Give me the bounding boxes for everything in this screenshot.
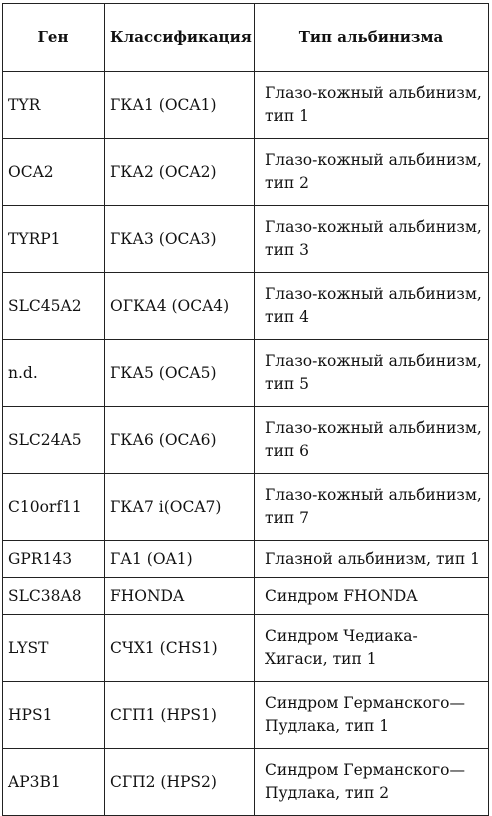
classification-cell: ГКА2 (OCA2) xyxy=(105,139,255,206)
type-line-2: Хигаси, тип 1 xyxy=(265,650,377,668)
albinism-type-cell xyxy=(255,72,489,139)
classification-cell: ГКА7 i(OCA7) xyxy=(105,474,255,541)
gene-cell: GPR143 xyxy=(3,541,105,578)
type-line-2: тип 2 xyxy=(265,174,310,192)
type-line-1: Глазо-кожный альбинизм, xyxy=(265,486,482,504)
type-line-2: Пудлака, тип 2 xyxy=(265,784,390,802)
type-line-1: Глазо-кожный альбинизм, xyxy=(265,419,482,437)
table-row xyxy=(3,273,489,340)
gene-cell: C10orf11 xyxy=(3,474,105,541)
type-line-1: Глазо-кожный альбинизм, xyxy=(265,84,482,102)
gene-cell: TYRP1 xyxy=(3,206,105,273)
gene-cell: AP3B1 xyxy=(3,749,105,816)
classification-cell: СГП1 (HPS1) xyxy=(105,682,255,749)
classification-cell: ОГКА4 (OCA4) xyxy=(105,273,255,340)
albinism-type-cell xyxy=(255,340,489,407)
albinism-table xyxy=(2,3,489,816)
albinism-type-cell xyxy=(255,682,489,749)
type-line-2: тип 4 xyxy=(265,308,310,326)
gene-cell: SLC38A8 xyxy=(3,578,105,615)
table-row xyxy=(3,72,489,139)
table-header-row xyxy=(3,4,489,72)
type-line-1: Синдром Германского— xyxy=(265,694,465,712)
type-line-1: Синдром Чедиака- xyxy=(265,627,418,645)
header-gene: Ген xyxy=(3,4,105,72)
table-row xyxy=(3,474,489,541)
table-row xyxy=(3,407,489,474)
type-line-2: тип 7 xyxy=(265,509,310,527)
albinism-type-cell xyxy=(255,206,489,273)
albinism-type-cell xyxy=(255,615,489,682)
gene-cell: HPS1 xyxy=(3,682,105,749)
albinism-type-cell xyxy=(255,407,489,474)
type-line-1: Глазо-кожный альбинизм, xyxy=(265,352,482,370)
table-row xyxy=(3,578,489,615)
classification-cell: ГКА3 (OCA3) xyxy=(105,206,255,273)
gene-cell: TYR xyxy=(3,72,105,139)
table-row xyxy=(3,340,489,407)
gene-cell: OCA2 xyxy=(3,139,105,206)
albinism-type-cell xyxy=(255,139,489,206)
table-row xyxy=(3,541,489,578)
albinism-type-cell: Синдром FHONDA xyxy=(255,578,489,615)
classification-cell: ГКА5 (OCA5) xyxy=(105,340,255,407)
type-line-1: Синдром Германского— xyxy=(265,761,465,779)
table-row xyxy=(3,206,489,273)
type-line-1: Глазо-кожный альбинизм, xyxy=(265,285,482,303)
classification-cell: СГП2 (HPS2) xyxy=(105,749,255,816)
classification-cell: ГКА1 (OCA1) xyxy=(105,72,255,139)
albinism-type-cell xyxy=(255,273,489,340)
table-row xyxy=(3,749,489,816)
type-line-2: тип 3 xyxy=(265,241,310,259)
gene-cell: n.d. xyxy=(3,340,105,407)
type-line-1: Глазо-кожный альбинизм, xyxy=(265,151,482,169)
gene-cell: LYST xyxy=(3,615,105,682)
gene-cell: SLC24A5 xyxy=(3,407,105,474)
table-row xyxy=(3,682,489,749)
header-albinism-type: Тип альбинизма xyxy=(255,4,489,72)
classification-cell: ГКА6 (OCA6) xyxy=(105,407,255,474)
classification-cell: СЧХ1 (CHS1) xyxy=(105,615,255,682)
type-line-2: тип 1 xyxy=(265,107,310,125)
type-line-2: тип 6 xyxy=(265,442,310,460)
gene-cell: SLC45A2 xyxy=(3,273,105,340)
header-classification: Классификация xyxy=(105,4,255,72)
classification-cell: FHONDA xyxy=(105,578,255,615)
type-line-2: тип 5 xyxy=(265,375,310,393)
table-row xyxy=(3,615,489,682)
table-row xyxy=(3,139,489,206)
type-line-1: Глазо-кожный альбинизм, xyxy=(265,218,482,236)
albinism-type-cell: Глазной альбинизм, тип 1 xyxy=(255,541,489,578)
classification-cell: ГА1 (OA1) xyxy=(105,541,255,578)
albinism-type-cell xyxy=(255,749,489,816)
type-line-2: Пудлака, тип 1 xyxy=(265,717,390,735)
albinism-type-cell xyxy=(255,474,489,541)
